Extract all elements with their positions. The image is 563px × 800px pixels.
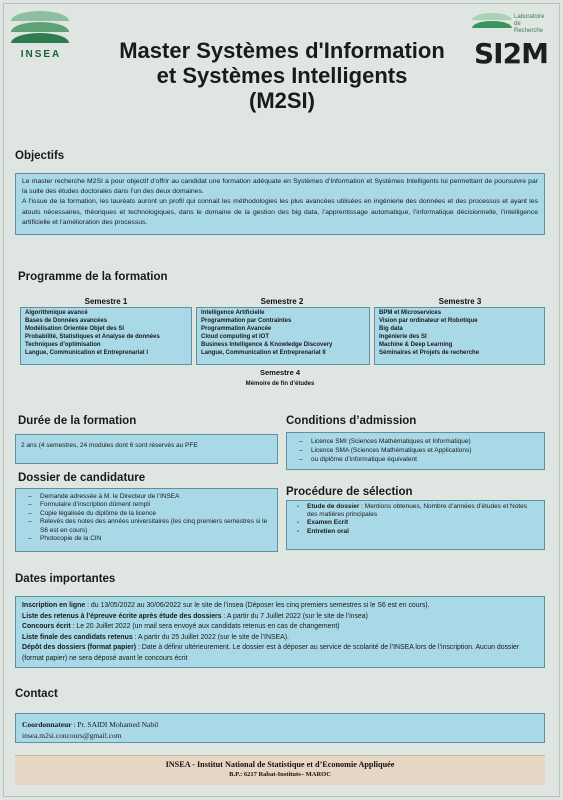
logo-swoosh — [472, 13, 512, 20]
module-item: Programmation par Contraintes — [201, 318, 292, 324]
date-key: Liste finale des candidats retenus — [22, 633, 133, 641]
module-item: Langue, Communication et Entreprenariat I — [25, 350, 149, 356]
contact-heading: Contact — [15, 688, 58, 700]
dates-heading: Dates importantes — [15, 573, 116, 585]
duree-box — [15, 434, 278, 464]
module-item: Programmation Avancée — [201, 326, 272, 332]
dossier-item: – Relevés des notes des années universitaires (les cinq premiers semestres si le S6 est en cours) — [24, 518, 269, 535]
date-row — [22, 601, 538, 612]
footer — [15, 755, 545, 785]
semester-4-memoire: Mémoire de fin d’études — [245, 381, 315, 387]
dossier-item: – Copie légalisée du diplôme de la licence — [24, 510, 269, 518]
date-value: : Date à définir ultérieurement. Le dossier est à déposer au service de scolarité de l’INSEA lors de l’inscription. Aucun dossier (format papier) ne sera déposé avant le concours écrit — [22, 644, 520, 662]
semester-1-modules — [20, 307, 192, 365]
semester-3-modules — [374, 307, 545, 365]
condition-item: – Licence SMI (Sciences Mathématiques et Informatique) — [295, 437, 536, 446]
si2m-logo-caption: Laboratoire de Recherche — [514, 14, 545, 34]
semester-4-title: Semestre 4 — [259, 368, 301, 377]
contact-box — [15, 713, 545, 743]
conditions-heading: Conditions d’admission — [286, 415, 417, 427]
dossier-box — [15, 488, 278, 552]
logo-wave — [11, 33, 69, 43]
module-item: Ingénierie des SI — [379, 334, 427, 340]
dossier-item: – Demande adressée à M. le Directeur de l’INSEA — [24, 493, 269, 501]
coordinator-name: : Pr. SAIDI Mohamed Nabil — [71, 720, 159, 729]
condition-item: – Licence SMA (Sciences Mathématiques et Applications) — [295, 446, 536, 455]
module-item: Machine & Deep Learning — [379, 342, 453, 348]
objectifs-heading: Objectifs — [15, 150, 65, 162]
procedure-item-detail: : Mentions obtenues, Nombre d’années d’études et Notes des matières principales — [307, 503, 528, 519]
duree-text: 2 ans (4 semestres, 24 modules dont 6 sont réservés au PFE — [21, 442, 198, 449]
dossier-heading: Dossier de candidature — [18, 472, 146, 484]
coordinator-label: Coordonnateur — [22, 720, 72, 729]
procedure-item-label: Etude de dossier — [307, 503, 360, 510]
condition-item: – ou diplôme d’informatique équivalent — [295, 455, 536, 464]
duree-heading: Durée de la formation — [18, 415, 137, 427]
objectifs-box — [15, 173, 545, 235]
date-value: : Le 20 Juillet 2022 (un mail sera envoyé aux candidats retenus en cas de changement) — [70, 623, 340, 631]
logo-wave — [11, 22, 69, 32]
module-item: Techniques d’optimisation — [25, 342, 101, 348]
logo-wave — [11, 11, 69, 21]
semester-2-title: Semestre 2 — [260, 297, 304, 306]
si2m-logo-text: SI2M — [474, 37, 548, 70]
date-row — [22, 643, 538, 664]
module-item: Algorithmique avancé — [25, 310, 88, 316]
title-line-3: (M2SI) — [249, 88, 315, 113]
module-item: Business Intelligence & Knowledge Discovery — [201, 342, 333, 348]
semester-2-modules — [196, 307, 370, 365]
module-item: Modélisation Orientée Objet des SI — [25, 326, 125, 332]
coordinator-line — [22, 719, 538, 730]
module-item: Séminaires et Projets de recherche — [379, 350, 480, 356]
dates-box — [15, 596, 545, 668]
procedure-item: - Entretien oral — [295, 528, 536, 536]
footer-address: B.P.: 6217 Rabat-Instituts– MAROC — [229, 771, 331, 778]
programme-heading: Programme de la formation — [18, 271, 168, 283]
date-value: : A partir du 7 Juillet 2022 (sur le site de l’insea) — [221, 612, 368, 620]
footer-institution: INSEA - Institut National de Statistique et d’Economie Appliquée — [165, 760, 395, 769]
date-value: : A partir du 25 Juillet 2022 (sur le site de l’INSEA). — [132, 633, 289, 641]
logo-swoosh — [472, 21, 512, 28]
date-row — [22, 633, 538, 644]
objectifs-paragraph-2: A l’issue de la formation, les lauréats auront un profil qui connait les méthodologies les plus avancées utilisées en ingénierie des données et des processus et ayant les atouts nécessaires, théoriques et technologiques, dans le domaine de la gestion des big data, l’apprentissage automatique, l’informatique décisionnelle, l’intelligence artificielle et l’amélioration des processus. — [22, 198, 538, 226]
semester-3-title: Semestre 3 — [438, 297, 482, 306]
date-key: Liste des retenus à l’épreuve écrite après étude des dossiers — [22, 612, 222, 620]
objectifs-paragraph-1: Le master recherche M2SI a pour objectif d’offrir au candidat une formation adéquate en Systèmes d’Information et Systèmes Intelligents lui permettant de poursuivre par la suite des études doctorales dans l’un des deux domaines. — [22, 178, 538, 196]
procedure-item: - Examen Ecrit — [295, 519, 536, 527]
module-item: BPM et Microservices — [379, 310, 442, 316]
poster-page — [3, 3, 560, 797]
date-value: : du 13/05/2022 au 30/06/2022 sur le site de l’insea (Déposer les cinq premiers semestres si le S6 est en cours). — [85, 602, 430, 609]
contact-email: insea.m2si.concours@gmail.com — [22, 731, 122, 740]
date-row — [22, 612, 538, 623]
page-title — [82, 38, 482, 113]
procedure-heading: Procédure de sélection — [286, 486, 413, 498]
title-line-1: Master Systèmes d'Information — [119, 38, 445, 63]
dossier-item: – Photocopie de la CIN — [24, 535, 269, 543]
procedure-item — [295, 503, 536, 519]
module-item: Cloud computing et IOT — [201, 334, 269, 340]
insea-logo — [10, 9, 72, 65]
module-item: Big data — [379, 326, 403, 332]
module-item: Vision par ordinateur et Robotique — [379, 318, 478, 324]
date-key: Inscription en ligne — [22, 602, 86, 609]
date-key: Concours écrit — [22, 623, 71, 631]
procedure-box — [286, 500, 545, 550]
date-row — [22, 622, 538, 633]
module-item: Langue, Communication et Entreprenariat II — [201, 350, 326, 356]
module-item: Intelligence Artificielle — [201, 310, 265, 316]
insea-logo-text: INSEA — [20, 49, 62, 60]
module-item: Probabilité, Statistiques et Analyse de données — [25, 334, 160, 340]
dossier-item: – Formulaire d’inscription dûment rempli — [24, 501, 269, 509]
title-line-2: et Systèmes Intelligents — [156, 63, 408, 88]
module-item: Bases de Données avancées — [25, 318, 108, 324]
date-key: Dépôt des dossiers (format papier) — [22, 644, 137, 652]
semester-1-title: Semestre 1 — [84, 297, 128, 306]
conditions-box — [286, 432, 545, 470]
